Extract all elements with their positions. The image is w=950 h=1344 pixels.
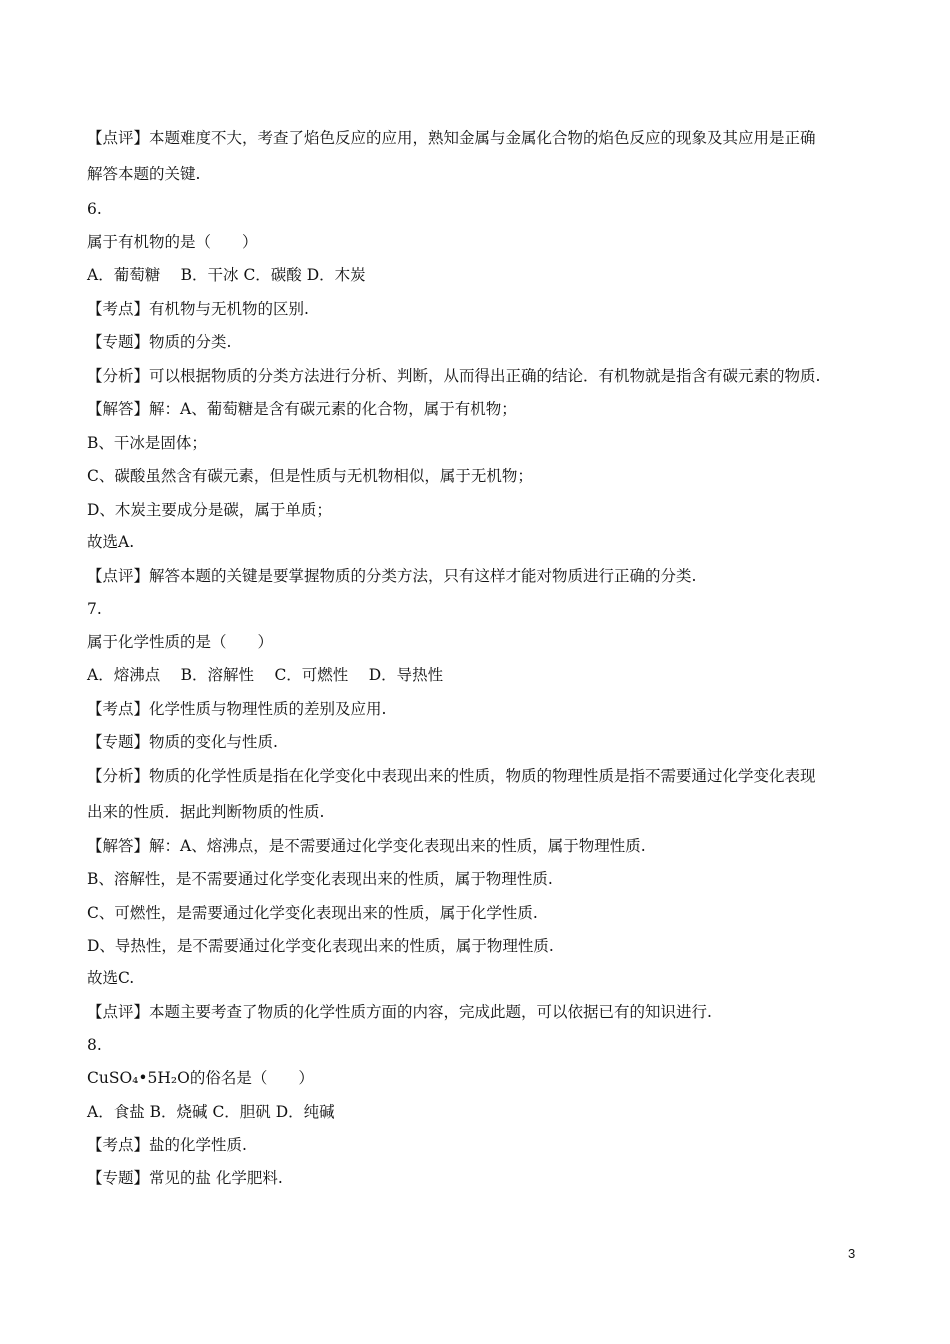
question-number: 8. (87, 1036, 102, 1054)
question-stem: 属于有机物的是（ ） (87, 233, 258, 251)
text-line: B、溶解性，是不需要通过化学变化表现出来的性质，属于物理性质. (87, 870, 553, 888)
answer-options: A．熔沸点 B．溶解性 C．可燃性 D．导热性 (87, 666, 444, 684)
text-line: 【解答】解：A、葡萄糖是含有碳元素的化合物，属于有机物； (87, 400, 517, 418)
text-line: 【考点】盐的化学性质. (87, 1136, 247, 1154)
text-line: 【考点】有机物与无机物的区别. (87, 300, 309, 318)
text-line: 故选A. (87, 533, 135, 551)
answer-options: A．食盐 B．烧碱 C．胆矾 D．纯碱 (87, 1103, 335, 1121)
text-line: C、可燃性，是需要通过化学变化表现出来的性质，属于化学性质. (87, 904, 538, 922)
text-line: 【解答】解：A、熔沸点，是不需要通过化学变化表现出来的性质，属于物理性质. (87, 837, 646, 855)
question-number: 7. (87, 600, 102, 618)
text-line: 【点评】本题难度不大，考查了焰色反应的应用，熟知金属与金属化合物的焰色反应的现象及其应用是正确 (87, 129, 816, 147)
text-line: 解答本题的关键. (87, 165, 201, 183)
text-line: D、木炭主要成分是碳，属于单质； (87, 501, 332, 519)
text-line: 【考点】化学性质与物理性质的差别及应用. (87, 700, 387, 718)
question-stem: CuSO₄•5H₂O的俗名是（ ） (87, 1069, 314, 1087)
text-line: 【分析】物质的化学性质是指在化学变化中表现出来的性质，物质的物理性质是指不需要通过化学变化表现 (87, 767, 816, 785)
text-line: 【分析】可以根据物质的分类方法进行分析、判断，从而得出正确的结论．有机物就是指含有碳元素的物质. (87, 367, 821, 385)
text-line: 故选C. (87, 969, 135, 987)
text-line: C、碳酸虽然含有碳元素，但是性质与无机物相似，属于无机物； (87, 467, 533, 485)
question-stem: 属于化学性质的是（ ） (87, 633, 274, 651)
text-line: 出来的性质．据此判断物质的性质. (87, 803, 325, 821)
text-line: 【专题】常见的盐 化学肥料. (87, 1169, 283, 1187)
answer-options: A．葡萄糖 B．干冰 C．碳酸 D．木炭 (87, 266, 366, 284)
page-number: 3 (848, 1246, 856, 1261)
text-line: 【专题】物质的分类. (87, 333, 232, 351)
text-line: 【专题】物质的变化与性质. (87, 733, 278, 751)
question-number: 6. (87, 200, 102, 218)
text-line: B、干冰是固体； (87, 434, 207, 452)
text-line: 【点评】本题主要考查了物质的化学性质方面的内容，完成此题，可以依据已有的知识进行. (87, 1003, 712, 1021)
text-line: D、导热性，是不需要通过化学变化表现出来的性质，属于物理性质. (87, 937, 554, 955)
text-line: 【点评】解答本题的关键是要掌握物质的分类方法，只有这样才能对物质进行正确的分类. (87, 567, 697, 585)
